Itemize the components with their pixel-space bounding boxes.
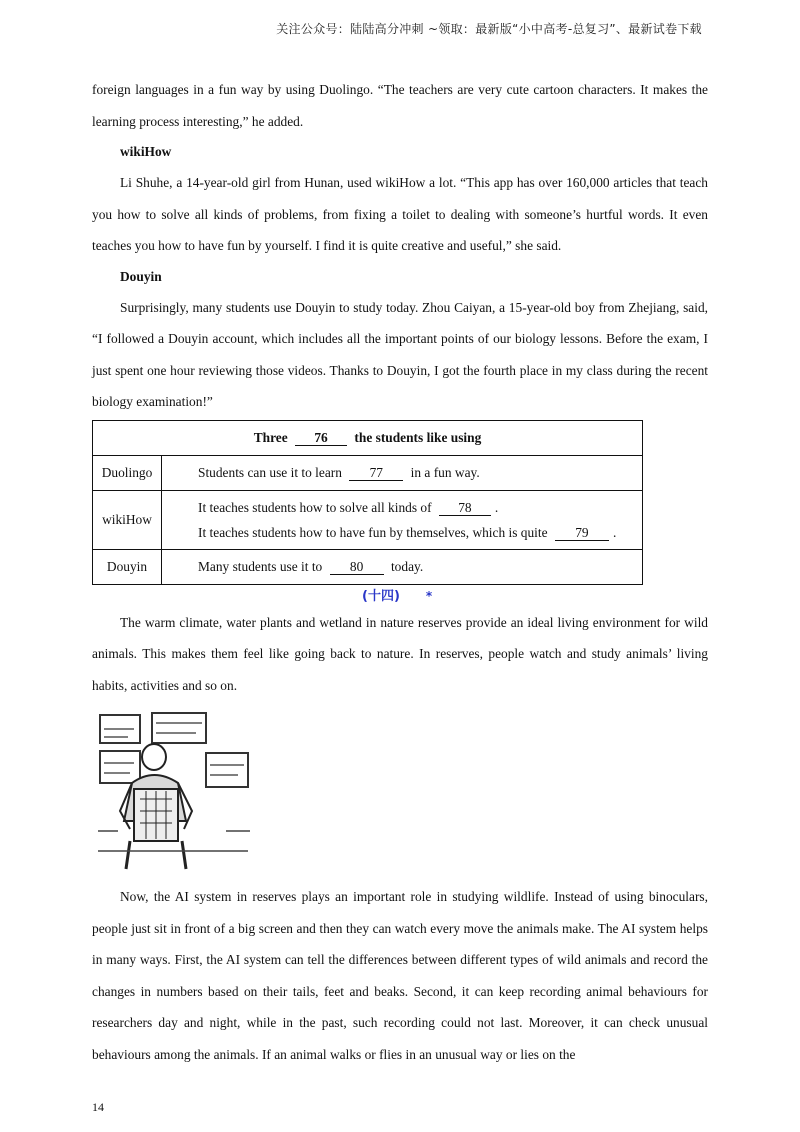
table-row	[93, 549, 643, 584]
blank-79: 79	[555, 526, 609, 541]
summary-table	[92, 420, 643, 585]
desc-text: today.	[390, 558, 424, 574]
desc-line-2	[198, 520, 642, 545]
blank-80: 80	[330, 560, 384, 575]
page-number: 14	[92, 1100, 104, 1114]
row-desc-duolingo	[162, 455, 643, 490]
person-watching-screens-illustration	[96, 711, 252, 871]
row-name-douyin: Douyin	[93, 549, 162, 584]
row-name-duolingo: Duolingo	[93, 455, 162, 490]
desc-text: .	[494, 499, 499, 515]
row-name-wikihow: wikiHow	[93, 490, 162, 549]
blank-76: 76	[295, 431, 347, 446]
table-title-pre: Three	[253, 429, 288, 445]
desc-text: Many students use it to	[198, 558, 323, 574]
paragraph-wikihow: Li Shuhe, a 14-year-old girl from Hunan, used wikiHow a lot. “This app has over 160,000 articles that teach you how to solve all kinds of problems, from fixing a toilet to dealing with someone’s hurtful words. It even teaches you how to have fun by yourself. I find it is quite creative and useful,” she said.	[92, 175, 708, 253]
heading-wikihow: wikiHow	[120, 144, 172, 159]
desc-line-1	[198, 495, 642, 520]
table-title	[93, 420, 643, 455]
blank-77: 77	[349, 466, 403, 481]
desc-text: in a fun way.	[410, 464, 480, 480]
table-title-post: the students like using	[354, 429, 482, 445]
table-row	[93, 455, 643, 490]
table-header-row	[93, 420, 643, 455]
section-number	[92, 585, 708, 607]
table-row	[93, 490, 643, 549]
page-content	[92, 74, 708, 1070]
page-header: 关注公众号：陆陆高分冲刺 ~领取：最新版“小中高考-总复习”、最新试卷下载	[276, 22, 702, 36]
desc-text: It teaches students how to solve all kinds of	[198, 499, 432, 515]
section-star: *	[425, 588, 433, 603]
desc-text: .	[612, 524, 617, 540]
section-label: (十四)	[362, 588, 400, 604]
desc-text: It teaches students how to have fun by themselves, which is quite	[198, 524, 548, 540]
paragraph-duolingo-end: foreign languages in a fun way by using Duolingo. “The teachers are very cute cartoon characters. It makes the learning process interesting,” he added.	[92, 82, 708, 129]
paragraph-ai-system: Now, the AI system in reserves plays an important role in studying wildlife. Instead of using binoculars, people just sit in front of a big screen and then they can watch every move the animals make. The AI system helps in many ways. First, the AI system can tell the differences between different types of wild animals and record the changes in numbers based on their tails, feet and beaks. Second, it can keep recording animal behaviours for researchers day and night, while in the past, such recording could not last. Moreover, it can check unusual behaviours among the animals. If an animal walks or flies in an unusual way or lies on the	[92, 889, 708, 1062]
paragraph-nature-reserves: The warm climate, water plants and wetland in nature reserves provide an ideal living environment for wild animals. This makes them feel like going back to nature. In reserves, people watch and study animals’ living habits, activities and so on.	[92, 614, 708, 693]
row-desc-wikihow	[162, 490, 643, 549]
row-desc-douyin	[162, 549, 643, 584]
blank-78: 78	[439, 501, 491, 516]
desc-text: Students can use it to learn	[198, 464, 342, 480]
heading-douyin: Douyin	[120, 268, 162, 284]
paragraph-douyin: Surprisingly, many students use Douyin to study today. Zhou Caiyan, a 15-year-old boy from Zhejiang, said, “I followed a Douyin account, which includes all the important points of our biology lessons. Before the exam, I just spent one hour reviewing those videos. Thanks to Douyin, I got the fourth place in my class during the recent biology examination!”	[92, 299, 708, 409]
